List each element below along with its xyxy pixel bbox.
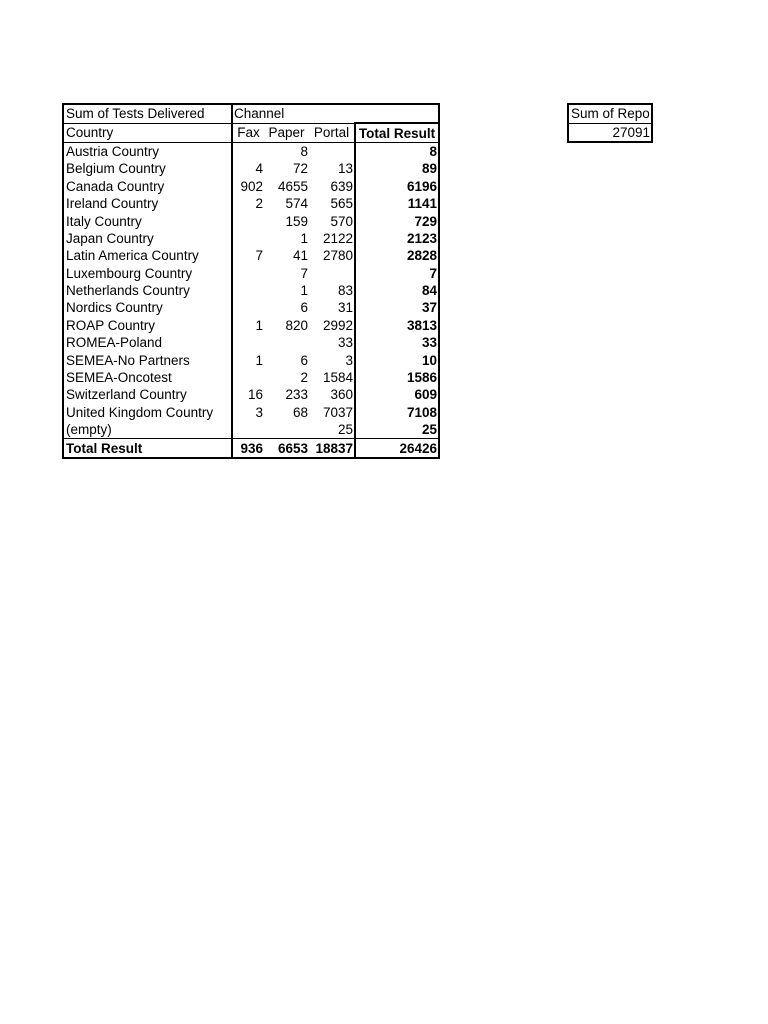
cell-total-result[interactable]: 6196 xyxy=(355,178,439,195)
cell-fax[interactable]: 2 xyxy=(232,195,264,212)
cell-portal[interactable]: 565 xyxy=(330,196,353,212)
table-row xyxy=(63,299,439,316)
cell-total-result[interactable]: 1586 xyxy=(355,369,439,386)
cell-total-result[interactable]: 25 xyxy=(355,421,439,439)
row-label[interactable]: ROAP Country xyxy=(63,317,232,334)
cell-paper[interactable]: 1 xyxy=(300,283,308,299)
cell-total-result[interactable]: 609 xyxy=(355,386,439,403)
grand-total-label[interactable]: Total Result xyxy=(63,439,232,458)
table-row xyxy=(63,160,439,177)
cell-paper[interactable]: 6 xyxy=(300,300,308,316)
cell-total-result[interactable]: 10 xyxy=(355,351,439,368)
cell-fax[interactable] xyxy=(232,299,264,316)
cell-fax[interactable] xyxy=(232,230,264,247)
row-label[interactable]: SEMEA-Oncotest xyxy=(63,369,232,386)
table-row xyxy=(63,230,439,247)
cell-portal[interactable]: 639 xyxy=(330,178,353,194)
row-label[interactable]: Latin America Country xyxy=(63,247,232,264)
cell-portal[interactable]: 33 xyxy=(337,335,353,351)
grand-total-paper[interactable]: 6653 xyxy=(264,439,309,458)
cell-paper[interactable]: 2 xyxy=(300,370,308,386)
cell-paper[interactable]: 233 xyxy=(285,387,308,403)
table-row xyxy=(63,369,439,386)
sum-of-reports-header[interactable]: Sum of Repo xyxy=(569,105,651,124)
cell-portal[interactable]: 360 xyxy=(330,387,353,403)
cell-paper[interactable]: 6 xyxy=(300,352,308,368)
cell-portal[interactable]: 2780 xyxy=(322,248,353,264)
pivot-header-row-1 xyxy=(63,104,439,123)
cell-portal[interactable] xyxy=(309,265,355,282)
table-row xyxy=(63,404,439,421)
data-field-label[interactable]: Sum of Tests Delivered xyxy=(63,104,232,123)
cell-fax[interactable]: 1 xyxy=(232,317,264,334)
column-header-total-result[interactable]: Total Result xyxy=(355,123,439,142)
cell-portal[interactable]: 570 xyxy=(330,213,353,229)
cell-fax[interactable] xyxy=(232,142,264,160)
cell-total-result[interactable]: 8 xyxy=(355,142,439,160)
cell-total-result[interactable]: 37 xyxy=(355,299,439,316)
cell-paper[interactable]: 7 xyxy=(300,265,308,281)
cell-fax[interactable] xyxy=(232,212,264,229)
table-row xyxy=(63,334,439,351)
table-row xyxy=(63,386,439,403)
row-label[interactable]: Ireland Country xyxy=(63,195,232,212)
table-row xyxy=(63,317,439,334)
cell-paper[interactable]: 4655 xyxy=(277,178,308,194)
cell-paper[interactable] xyxy=(264,421,309,439)
column-header-fax[interactable]: Fax xyxy=(232,123,264,142)
table-row xyxy=(63,212,439,229)
cell-portal[interactable]: 31 xyxy=(337,300,353,316)
cell-portal[interactable]: 13 xyxy=(337,161,353,177)
sum-of-reports-value[interactable]: 27091 xyxy=(612,124,650,140)
table-row xyxy=(63,421,439,439)
row-label[interactable]: United Kingdom Country xyxy=(63,404,232,421)
cell-fax[interactable] xyxy=(232,369,264,386)
column-header-paper[interactable]: Paper xyxy=(264,123,309,142)
cell-portal[interactable]: 7037 xyxy=(322,404,353,420)
cell-total-result[interactable]: 7108 xyxy=(355,404,439,421)
cell-portal[interactable]: 25 xyxy=(337,422,353,438)
row-label[interactable]: Belgium Country xyxy=(63,160,232,177)
table-row xyxy=(63,282,439,299)
pivot-header-row-2 xyxy=(63,123,439,142)
cell-total-result[interactable]: 729 xyxy=(355,212,439,229)
table-row xyxy=(63,142,439,160)
column-field-label[interactable] xyxy=(232,104,439,123)
cell-total-result[interactable]: 33 xyxy=(355,334,439,351)
cell-paper[interactable]: 68 xyxy=(292,404,308,420)
row-field-label[interactable]: Country xyxy=(63,123,232,142)
cell-paper[interactable] xyxy=(264,334,309,351)
table-row xyxy=(63,178,439,195)
pivot-table xyxy=(62,103,440,459)
cell-paper[interactable]: 8 xyxy=(300,143,308,159)
row-label[interactable]: SEMEA-No Partners xyxy=(63,351,232,368)
cell-total-result[interactable]: 1141 xyxy=(355,195,439,212)
cell-portal[interactable]: 3 xyxy=(345,352,353,368)
cell-fax[interactable]: 1 xyxy=(232,351,264,368)
cell-paper[interactable]: 41 xyxy=(292,248,308,264)
row-label[interactable]: Nordics Country xyxy=(63,299,232,316)
cell-total-result[interactable]: 7 xyxy=(355,265,439,282)
column-field-text: Channel xyxy=(234,106,285,122)
table-row xyxy=(63,265,439,282)
table-row xyxy=(63,195,439,212)
cell-fax[interactable] xyxy=(232,282,264,299)
grand-total-row xyxy=(63,439,439,458)
cell-fax[interactable]: 7 xyxy=(232,247,264,264)
cell-total-result[interactable]: 3813 xyxy=(355,317,439,334)
cell-paper[interactable]: 820 xyxy=(285,317,308,333)
cell-paper[interactable]: 1 xyxy=(300,230,308,246)
row-label[interactable]: Italy Country xyxy=(63,212,232,229)
row-label[interactable]: Netherlands Country xyxy=(63,282,232,299)
cell-fax[interactable]: 4 xyxy=(232,160,264,177)
cell-paper[interactable]: 574 xyxy=(285,196,308,212)
cell-total-result[interactable]: 84 xyxy=(355,282,439,299)
row-label[interactable]: Japan Country xyxy=(63,230,232,247)
row-label[interactable]: Canada Country xyxy=(63,178,232,195)
row-label[interactable]: (empty) xyxy=(63,421,232,439)
cell-paper[interactable]: 72 xyxy=(292,161,308,177)
cell-portal[interactable]: 2992 xyxy=(322,317,353,333)
cell-portal[interactable]: 2122 xyxy=(322,230,353,246)
table-row xyxy=(63,351,439,368)
row-label[interactable]: Luxembourg Country xyxy=(63,265,232,282)
cell-fax[interactable]: 16 xyxy=(232,386,264,403)
column-header-portal[interactable]: Portal xyxy=(309,123,355,142)
grand-total-total-result[interactable]: 26426 xyxy=(355,439,439,458)
table-row xyxy=(63,247,439,264)
row-label[interactable]: Switzerland Country xyxy=(63,386,232,403)
cell-portal[interactable] xyxy=(309,142,355,160)
cell-total-result[interactable]: 2123 xyxy=(355,230,439,247)
cell-total-result[interactable]: 89 xyxy=(355,160,439,177)
sum-of-reports-box xyxy=(567,103,653,143)
cell-portal[interactable]: 1584 xyxy=(322,370,353,386)
cell-portal[interactable]: 83 xyxy=(337,283,353,299)
cell-fax[interactable] xyxy=(232,421,264,439)
cell-fax[interactable]: 3 xyxy=(232,404,264,421)
cell-fax[interactable]: 902 xyxy=(232,178,264,195)
cell-total-result[interactable]: 2828 xyxy=(355,247,439,264)
cell-paper[interactable]: 159 xyxy=(285,213,308,229)
row-label[interactable]: Austria Country xyxy=(63,142,232,160)
row-label[interactable]: ROMEA-Poland xyxy=(63,334,232,351)
grand-total-portal[interactable]: 18837 xyxy=(309,439,355,458)
cell-fax[interactable] xyxy=(232,265,264,282)
grand-total-fax[interactable]: 936 xyxy=(232,439,264,458)
cell-fax[interactable] xyxy=(232,334,264,351)
